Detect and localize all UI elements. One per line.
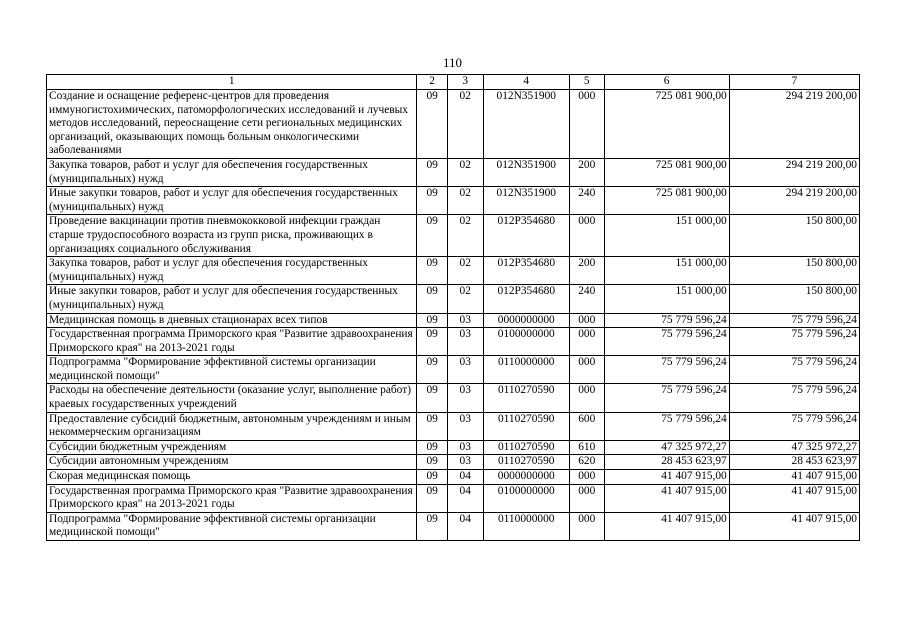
row-amount-7: 75 779 596,24 — [729, 356, 859, 384]
row-subsection: 04 — [447, 512, 483, 540]
row-expense-type: 610 — [569, 440, 604, 455]
row-expense-type: 000 — [569, 470, 604, 485]
row-target-article: 0110270590 — [483, 384, 569, 412]
row-amount-6: 75 779 596,24 — [604, 328, 729, 356]
row-name: Расходы на обеспечение деятельности (оказание услуг, выполнение работ) краевых государственных учреждений — [47, 384, 417, 412]
table-row — [47, 313, 860, 328]
row-section: 09 — [417, 484, 448, 512]
table-row — [47, 470, 860, 485]
row-subsection: 02 — [447, 187, 483, 215]
row-expense-type: 000 — [569, 328, 604, 356]
row-amount-6: 75 779 596,24 — [604, 412, 729, 440]
row-amount-7: 294 219 200,00 — [729, 90, 859, 159]
row-target-article: 012P354680 — [483, 285, 569, 313]
table-row — [47, 90, 860, 159]
row-expense-type: 000 — [569, 356, 604, 384]
table-row — [47, 328, 860, 356]
row-target-article: 0110270590 — [483, 440, 569, 455]
table-row — [47, 158, 860, 186]
row-subsection: 02 — [447, 90, 483, 159]
row-target-article: 0100000000 — [483, 328, 569, 356]
row-amount-6: 75 779 596,24 — [604, 313, 729, 328]
row-target-article: 0110000000 — [483, 512, 569, 540]
row-subsection: 02 — [447, 285, 483, 313]
row-target-article: 012P354680 — [483, 215, 569, 257]
row-amount-6: 75 779 596,24 — [604, 384, 729, 412]
row-expense-type: 200 — [569, 257, 604, 285]
table-body — [47, 90, 860, 541]
row-subsection: 03 — [447, 313, 483, 328]
row-target-article: 012P354680 — [483, 257, 569, 285]
table-row — [47, 440, 860, 455]
row-name: Иные закупки товаров, работ и услуг для обеспечения государственных (муниципальных) нужд — [47, 285, 417, 313]
row-name: Подпрограмма "Формирование эффективной системы организации медицинской помощи" — [47, 356, 417, 384]
table-row — [47, 215, 860, 257]
row-target-article: 0110270590 — [483, 455, 569, 470]
row-amount-7: 294 219 200,00 — [729, 158, 859, 186]
row-amount-7: 75 779 596,24 — [729, 412, 859, 440]
row-amount-7: 150 800,00 — [729, 215, 859, 257]
row-section: 09 — [417, 412, 448, 440]
col-header-4: 4 — [483, 75, 569, 90]
row-expense-type: 000 — [569, 484, 604, 512]
row-amount-7: 41 407 915,00 — [729, 484, 859, 512]
row-amount-7: 28 453 623,97 — [729, 455, 859, 470]
row-amount-6: 75 779 596,24 — [604, 356, 729, 384]
row-target-article: 0100000000 — [483, 484, 569, 512]
row-amount-7: 75 779 596,24 — [729, 328, 859, 356]
row-name: Субсидии бюджетным учреждениям — [47, 440, 417, 455]
row-amount-7: 150 800,00 — [729, 257, 859, 285]
row-section: 09 — [417, 328, 448, 356]
row-name: Подпрограмма "Формирование эффективной системы организации медицинской помощи" — [47, 512, 417, 540]
col-header-1: 1 — [47, 75, 417, 90]
row-amount-7: 41 407 915,00 — [729, 512, 859, 540]
row-target-article: 0110270590 — [483, 412, 569, 440]
row-name: Предоставление субсидий бюджетным, автономным учреждениям и иным некоммерческим организациям — [47, 412, 417, 440]
row-section: 09 — [417, 285, 448, 313]
row-section: 09 — [417, 356, 448, 384]
table-row — [47, 412, 860, 440]
row-expense-type: 200 — [569, 158, 604, 186]
row-name: Иные закупки товаров, работ и услуг для обеспечения государственных (муниципальных) нужд — [47, 187, 417, 215]
row-amount-6: 28 453 623,97 — [604, 455, 729, 470]
table-row — [47, 187, 860, 215]
row-expense-type: 240 — [569, 285, 604, 313]
row-name: Скорая медицинская помощь — [47, 470, 417, 485]
row-amount-6: 151 000,00 — [604, 215, 729, 257]
row-amount-7: 150 800,00 — [729, 285, 859, 313]
row-section: 09 — [417, 187, 448, 215]
row-section: 09 — [417, 455, 448, 470]
row-amount-6: 41 407 915,00 — [604, 512, 729, 540]
table-row — [47, 384, 860, 412]
row-expense-type: 620 — [569, 455, 604, 470]
row-subsection: 02 — [447, 257, 483, 285]
row-name: Субсидии автономным учреждениям — [47, 455, 417, 470]
row-target-article: 012N351900 — [483, 187, 569, 215]
row-name: Государственная программа Приморского края "Развитие здравоохранения Приморского края" на 2013-2021 годы — [47, 328, 417, 356]
col-header-7: 7 — [729, 75, 859, 90]
row-subsection: 03 — [447, 384, 483, 412]
row-subsection: 03 — [447, 440, 483, 455]
row-amount-6: 725 081 900,00 — [604, 90, 729, 159]
table-row — [47, 356, 860, 384]
row-name: Создание и оснащение референс-центров для проведения иммуногистохимических, патоморфологических исследований и лучевых методов исследований, переоснащение сети региональных медицинских организаций, оказывающих помощь больным онкологическими заболеваниями — [47, 90, 417, 159]
row-expense-type: 000 — [569, 215, 604, 257]
row-amount-6: 725 081 900,00 — [604, 158, 729, 186]
header-row — [47, 75, 860, 90]
row-amount-7: 41 407 915,00 — [729, 470, 859, 485]
row-section: 09 — [417, 215, 448, 257]
row-name: Медицинская помощь в дневных стационарах всех типов — [47, 313, 417, 328]
row-name: Государственная программа Приморского края "Развитие здравоохранения Приморского края" на 2013-2021 годы — [47, 484, 417, 512]
row-target-article: 0000000000 — [483, 313, 569, 328]
row-subsection: 03 — [447, 455, 483, 470]
row-amount-6: 151 000,00 — [604, 285, 729, 313]
row-subsection: 03 — [447, 412, 483, 440]
row-section: 09 — [417, 90, 448, 159]
row-amount-7: 294 219 200,00 — [729, 187, 859, 215]
row-amount-6: 725 081 900,00 — [604, 187, 729, 215]
page-number: 110 — [442, 55, 463, 70]
row-amount-6: 151 000,00 — [604, 257, 729, 285]
row-amount-6: 41 407 915,00 — [604, 470, 729, 485]
row-subsection: 02 — [447, 215, 483, 257]
table-row — [47, 455, 860, 470]
col-header-3: 3 — [447, 75, 483, 90]
row-expense-type: 000 — [569, 313, 604, 328]
row-target-article: 012N351900 — [483, 90, 569, 159]
row-subsection: 04 — [447, 470, 483, 485]
row-target-article: 0110000000 — [483, 356, 569, 384]
row-amount-7: 47 325 972,27 — [729, 440, 859, 455]
table-row — [47, 285, 860, 313]
row-section: 09 — [417, 257, 448, 285]
row-expense-type: 240 — [569, 187, 604, 215]
table-row — [47, 512, 860, 540]
budget-table — [46, 74, 860, 541]
row-subsection: 04 — [447, 484, 483, 512]
row-section: 09 — [417, 440, 448, 455]
row-target-article: 0000000000 — [483, 470, 569, 485]
row-target-article: 012N351900 — [483, 158, 569, 186]
row-name: Закупка товаров, работ и услуг для обеспечения государственных (муниципальных) нужд — [47, 158, 417, 186]
col-header-2: 2 — [417, 75, 448, 90]
row-section: 09 — [417, 470, 448, 485]
row-section: 09 — [417, 512, 448, 540]
row-name: Проведение вакцинации против пневмококковой инфекции граждан старше трудоспособного возраста из групп риска, проживающих в организациях социального обслуживания — [47, 215, 417, 257]
row-expense-type: 000 — [569, 384, 604, 412]
row-expense-type: 000 — [569, 512, 604, 540]
row-subsection: 03 — [447, 328, 483, 356]
row-name: Закупка товаров, работ и услуг для обеспечения государственных (муниципальных) нужд — [47, 257, 417, 285]
col-header-5: 5 — [569, 75, 604, 90]
row-amount-7: 75 779 596,24 — [729, 384, 859, 412]
row-subsection: 02 — [447, 158, 483, 186]
row-subsection: 03 — [447, 356, 483, 384]
row-section: 09 — [417, 384, 448, 412]
row-amount-7: 75 779 596,24 — [729, 313, 859, 328]
row-amount-6: 47 325 972,27 — [604, 440, 729, 455]
table-row — [47, 257, 860, 285]
row-amount-6: 41 407 915,00 — [604, 484, 729, 512]
row-section: 09 — [417, 313, 448, 328]
row-section: 09 — [417, 158, 448, 186]
col-header-6: 6 — [604, 75, 729, 90]
table-row — [47, 484, 860, 512]
row-expense-type: 000 — [569, 90, 604, 159]
row-expense-type: 600 — [569, 412, 604, 440]
